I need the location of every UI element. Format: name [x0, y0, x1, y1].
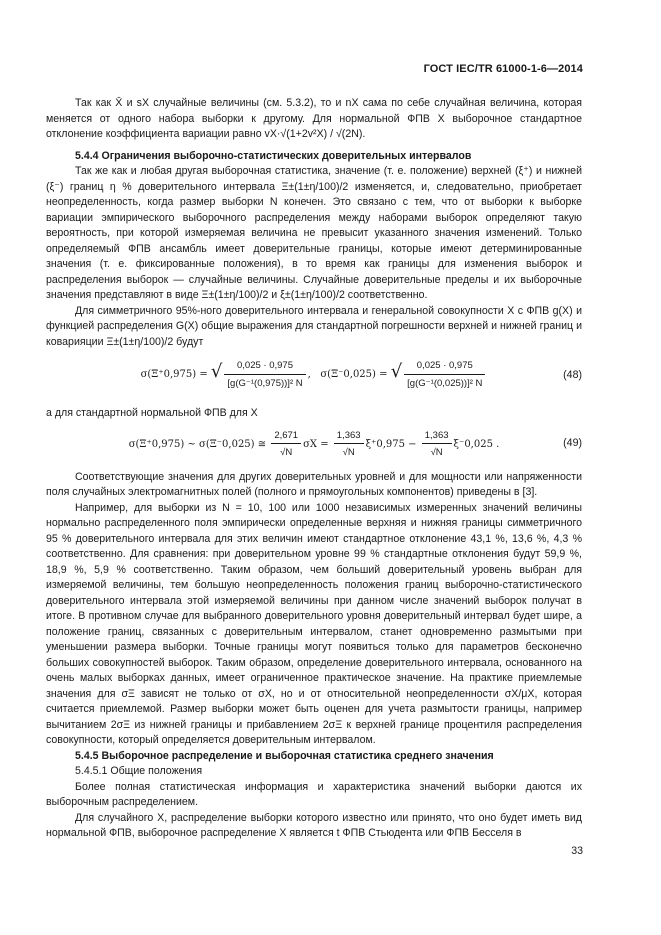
section-heading-5-4-5-1: 5.4.5.1 Общие положения [75, 765, 203, 777]
equation-49-body [46, 428, 582, 461]
eq48-denominator-lower: [g(G⁻¹(0,025))]² N [407, 377, 483, 389]
eq49-term-1: σX = [303, 438, 329, 450]
eq48-separator: , [307, 369, 311, 380]
eq48-numerator-lower: 0,025 · 0,975 [404, 358, 485, 375]
paragraph-sample-distribution: Более полная статистическая информация и характеристика значений выборки даются их выборочным распределением. [46, 780, 582, 808]
equation-49 [46, 422, 582, 470]
eq49-term-2: ξ⁺0,975 − [365, 438, 417, 450]
eq49-den-1: √N [280, 447, 293, 458]
standard-header: ГОСТ IEC/TR 61000-1-6—2014 [423, 63, 583, 75]
page-number: 33 [571, 845, 583, 857]
document-body [46, 94, 582, 842]
paragraph-symmetric-interval: Для симметричного 95%-ного доверительного интервала и генеральной совокупности X с ФПВ g(X) и функцией распределения G(X) общие выражения для стандартной погрешности верхней и нижней границ и коварияции Ξ±(1±η/100)/2 будут [46, 304, 582, 348]
section-heading-5-4-5: 5.4.5 Выборочное распределение и выборочная статистика среднего значения [75, 749, 494, 762]
eq49-coef-2: 1,363 [334, 428, 364, 445]
eq49-fraction-1 [271, 428, 301, 461]
eq49-fraction-2 [334, 428, 364, 461]
equation-48-number: (48) [563, 369, 582, 381]
paragraph-example: Например, для выборки из N = 10, 100 или 1000 независимых измеренных значений величины нормально распределенного поля эмпирически определенные верхняя и нижняя границы симметричного 95 % доверительного интервала для этих величин имеют стандартное отклонение 43,1 %, 13,6 %, 4,3 % соответственно. Для сравнения: при доверительном уровне 99 % стандартные отклонения будут 59,9 %, 18,9 %, 5,9 % соответственно. Таким образом, чем больший доверительный уровень выбран для измеряемой величины, тем большую неопределенность положения границ выборочно-статистического доверительного интервала этой измеряемой величины при данном числе значений выборок получат в итоге. В противном случае для выбранного доверительного уровня доверительный интервал будет шире, а положение границ, связанных с доверительным интервалом, станет одновременно размытыми при уменьшении размера выборки. Точные границы могут появиться только для параметров бесконечно больших совокупностей выборок. Таким образом, определение доверительного интервала, основанного на очень малых выборках данных, имеет ограниченное практическое значение. На практике приемлемые значения для σΞ зависят не только от σX, но и от относительной неопределенности σX/μX, которая считается приемлемой. Размер выборки может быть оценен для учета размытости границы, например вычитанием 2σΞ из нижней границы и прибавлением 2σΞ к верхней границе процентиля распределения совокупности, который определяется доверительным интервалом. [46, 501, 582, 746]
eq48-fraction-lower [404, 358, 485, 391]
equation-49-number: (49) [563, 436, 582, 449]
paragraph-standard-normal: а для стандартной нормальной ФПВ для X [46, 407, 258, 419]
eq49-coef-1: 2,671 [271, 428, 301, 445]
paragraph-other-levels: Соответствующие значения для других доверительных уровней и для мощности или напряженности поля случайных электромагнитных полей (полного и прямоугольных компонентов) приведены в [3]. [46, 470, 582, 498]
equation-48 [46, 350, 582, 406]
eq49-term-3: ξ⁻0,025 . [453, 438, 500, 450]
paragraph-sample-variation: Так как X̄ и sX случайные величины (см. 5.3.2), то и nX сама по себе случайная величина, которая меняется от одного набора выборки к другому. Для нормальной ФПВ X выборочное стандартное отклонение коэффициента вариации равно vX·√(1+2v²X) / √(2N). [46, 97, 582, 140]
eq48-denominator-upper: [g(G⁻¹(0,975))]² N [227, 377, 303, 389]
equation-48-body: σ(Ξ⁺0,975) = √ $\frac{0,025 \cdot 0,975}{\text{[g(G⁻¹(0,975))]² N}}$ , σ(Ξ⁻0,025) = √ $\frac{0,025 \cdot 0,975}{\text{[g(G⁻¹(0,025))]² N}}$ [46, 358, 582, 391]
eq49-coef-3: 1,363 [422, 428, 452, 445]
eq49-lhs: σ(Ξ⁺0,975) ~ σ(Ξ⁻0,025) ≅ [128, 438, 267, 450]
paragraph-confidence-limits: Так же как и любая другая выборочная статистика, значение (т. е. положение) верхней (ξ⁺) и нижней (ξ⁻) границ η % доверительного интервала Ξ±(1±η/100)/2 изменяется, и, следовательно, приобретает неопределенность, когда размер выборки N конечен. Это связано с тем, что от выборки к выборке вариации эмпирического выборочного распределения между наборами выборок определяют такую вероятность, при которой измеряемая величина не превысит указанного значения изменений. Только определяемый ФПВ ансамбль имеет доверительные границы, которые имеют детерминированные значения (т. е. фиксированные положения), в то время как границы для изменения выборок и распределения выборок — случайные величины. Случайные доверительные пределы и их выборочные значения представляют в виде Ξ±(1±η/100)/2 и ξ±(1±η/100)/2 соответственно. [46, 165, 582, 301]
paragraph-student-distribution: Для случайного X, распределение выборки которого известно или принято, что оно будет иметь вид нормальной ФПВ, выборочное распределение X является t ФПВ Стьюдента или ФПВ Бесселя в [46, 811, 582, 839]
eq49-fraction-3 [422, 428, 452, 461]
section-heading-5-4-4: 5.4.4 Ограничения выборочно-статистических доверительных интервалов [75, 149, 472, 162]
eq49-den-3: √N [430, 447, 443, 458]
eq48-numerator-upper: 0,025 · 0,975 [224, 358, 305, 375]
eq48-fraction-upper [224, 358, 305, 391]
eq48-lhs-lower: σ(Ξ⁻0,025) = [320, 369, 388, 380]
eq49-den-2: √N [342, 447, 355, 458]
eq48-lhs-upper: σ(Ξ⁺0,975) = [140, 369, 208, 380]
